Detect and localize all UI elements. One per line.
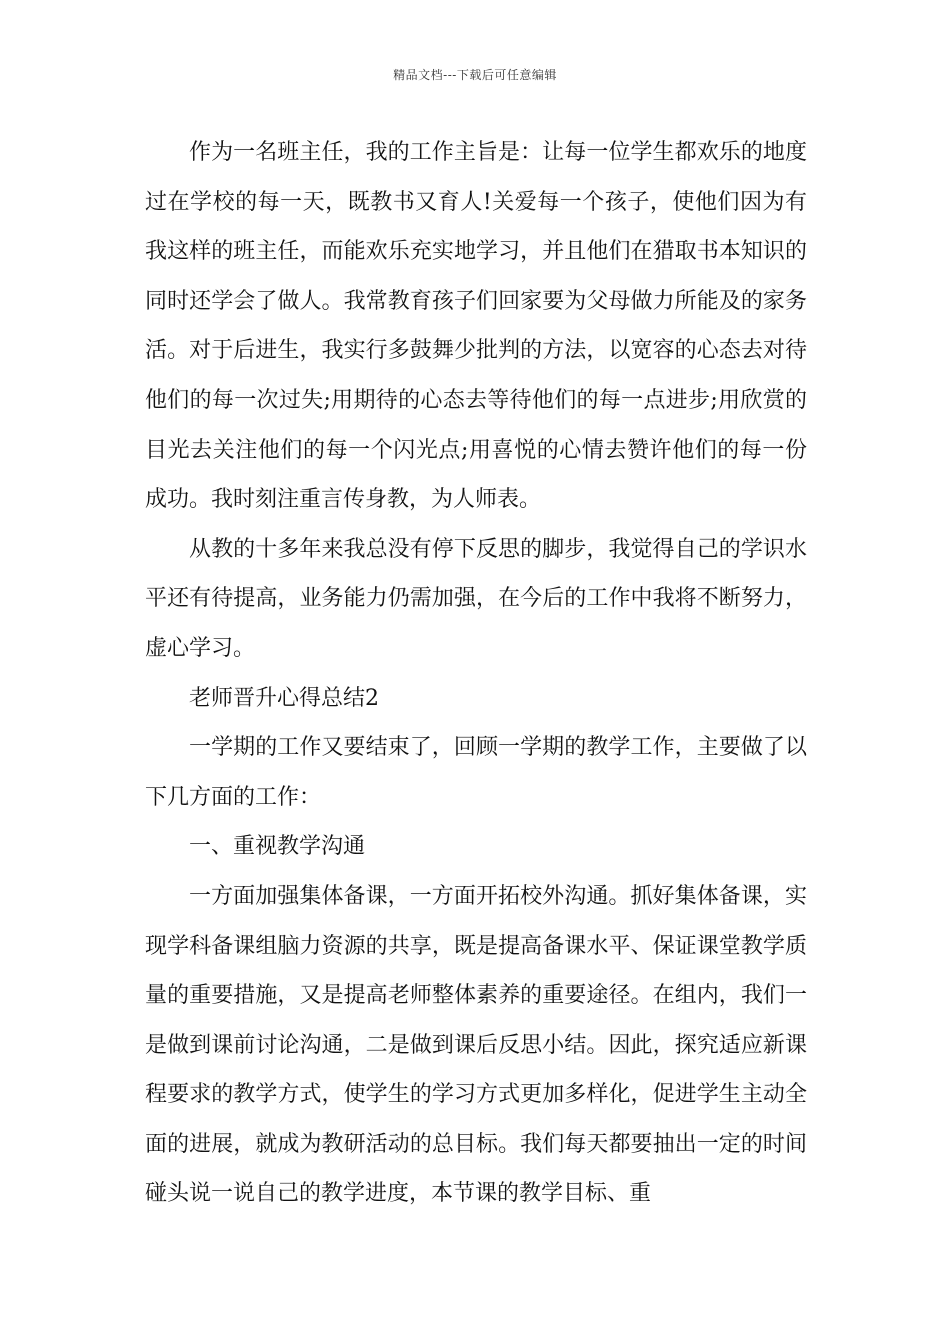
page-header: 精品文档---下载后可任意编辑 bbox=[393, 68, 557, 82]
paragraph-reflection: 从教的十多年来我总没有停下反思的脚步，我觉得自己的学识水平还有待提高，业务能力仍需加强，在今后的工作中我将不断努力，虚心学习。 bbox=[145, 536, 807, 661]
section-title: 老师晋升心得总结2 bbox=[189, 685, 379, 711]
subsection-title: 一、重视教学沟通 bbox=[189, 834, 366, 860]
paragraph-collective-lesson-prep: 一方面加强集体备课，一方面开拓校外沟通。抓好集体备课，实现学科备课组脑力资源的共享，既是提高备课水平、保证课堂教学质量的重要措施，又是提高老师整体素养的重要途径。在组内，我们一是做到课前讨论沟通，二是做到课后反思小结。因此，探究适应新课程要求的教学方式，使学生的学习方式更加多样化，促进学生主动全面的进展，就成为教研活动的总目标。我们每天都要抽出一定的时间碰头说一说自己的教学进度，本节课的教学目标、重 bbox=[145, 883, 807, 1207]
document-body bbox=[145, 128, 807, 1219]
paragraph-class-teacher: 作为一名班主任，我的工作主旨是：让每一位学生都欢乐的地度过在学校的每一天，既教书又育人!关爱每一个孩子，使他们因为有我这样的班主任，而能欢乐充实地学习，并且他们在猎取书本知识的同时还学会了做人。我常教育孩子们回家要为父母做力所能及的家务活。对于后进生，我实行多鼓舞少批判的方法，以宽容的心态去对待他们的每一次过失;用期待的心态去等待他们的每一点进步;用欣赏的目光去关注他们的每一个闪光点;用喜悦的心情去赞许他们的每一份成功。我时刻注重言传身教，为人师表。 bbox=[145, 140, 807, 513]
paragraph-semester-review: 一学期的工作又要结束了，回顾一学期的教学工作，主要做了以下几方面的工作： bbox=[145, 735, 807, 810]
